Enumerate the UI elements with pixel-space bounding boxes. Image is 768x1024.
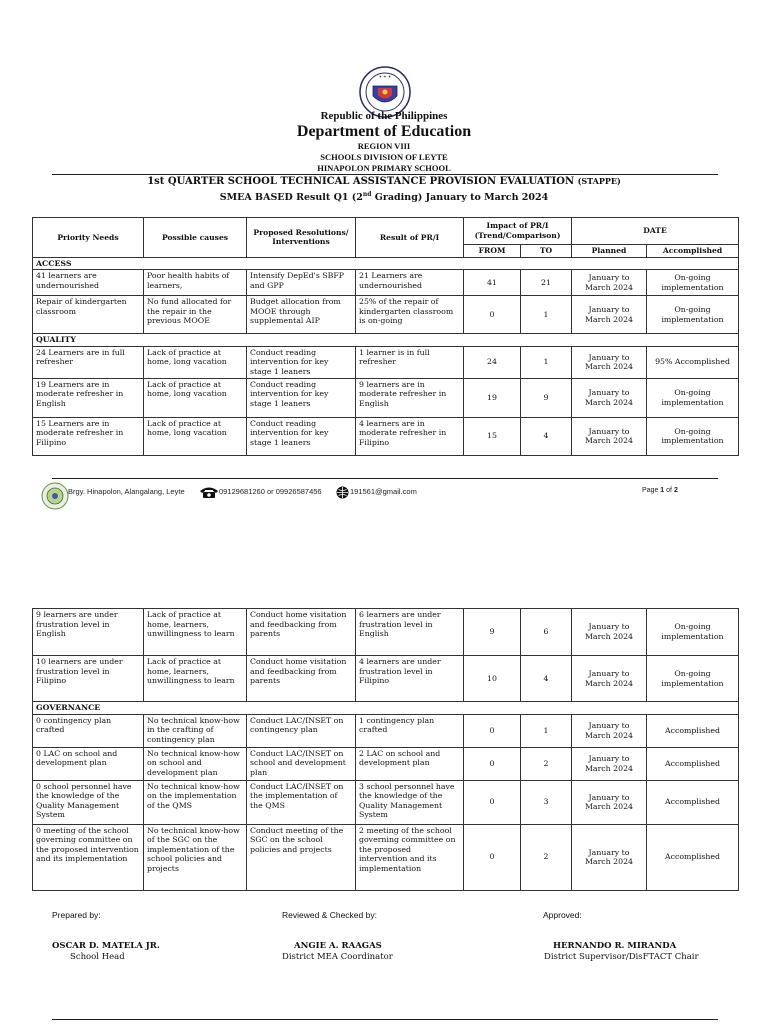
section-access: ACCESS [33, 257, 739, 270]
footer-email: 191561@gmail.com [350, 487, 417, 496]
cell-intervention: Conduct meeting of the SGC on the school policies and projects [247, 824, 356, 890]
cell-intervention: Conduct home visitation and feedbacking from parents [247, 609, 356, 656]
cell-need: 0 school personnel have the knowledge of the Quality Management System [33, 780, 144, 824]
page-prefix: Page [642, 487, 661, 494]
report-title-text: 1st QUARTER SCHOOL TECHNICAL ASSISTANCE PROVISION EVALUATION [147, 176, 575, 187]
cell-result: 3 school personnel have the knowledge of the Quality Management System [356, 780, 464, 824]
cell-planned: January to March 2024 [572, 270, 647, 296]
report-title-abbr: (STAPPE) [577, 176, 621, 186]
cell-intervention: Conduct home visitation and feedbacking from parents [247, 656, 356, 702]
cell-need: 0 contingency plan crafted [33, 714, 144, 747]
phone-icon [199, 486, 219, 499]
cell-from: 0 [464, 747, 521, 780]
cell-to: 2 [521, 747, 572, 780]
cell-from: 0 [464, 824, 521, 890]
report-title [0, 176, 768, 187]
table-row [33, 296, 739, 334]
subtitle-suffix: Grading) January to March 2024 [371, 192, 549, 204]
cell-accomplished: On-going implementation [647, 609, 739, 656]
cell-from: 0 [464, 714, 521, 747]
footer-phone: 09129681260 or 09926587456 [219, 487, 322, 496]
section-governance: GOVERNANCE [33, 702, 739, 715]
republic-label: Republic of the Philippines [320, 110, 448, 122]
school-logo-small [40, 482, 70, 510]
cell-cause: No fund allocated for the repair in the previous MOOE [144, 296, 247, 334]
table-row [33, 609, 739, 656]
cell-planned: January to March 2024 [572, 609, 647, 656]
email-icon [336, 486, 349, 499]
department-title: Department of Education [296, 123, 472, 140]
header-rule [52, 174, 718, 175]
cell-need: 0 LAC on school and development plan [33, 747, 144, 780]
approved-label: Approved: [543, 910, 582, 920]
cell-to: 1 [521, 296, 572, 334]
col-to: TO [521, 245, 572, 258]
cell-planned: January to March 2024 [572, 780, 647, 824]
cell-result: 9 learners are in moderate refresher in English [356, 378, 464, 417]
cell-to: 4 [521, 656, 572, 702]
cell-cause: No technical know-how on the implementation of the QMS [144, 780, 247, 824]
cell-from: 24 [464, 346, 521, 378]
cell-intervention: Conduct LAC/INSET on contingency plan [247, 714, 356, 747]
reviewed-by-name: ANGIE A. RAAGAS [294, 941, 382, 951]
svg-text:✦ ✦ ✦: ✦ ✦ ✦ [378, 74, 392, 79]
col-priority-needs: Priority Needs [33, 218, 144, 258]
cell-result: 21 Learners are undernourished [356, 270, 464, 296]
cell-planned: January to March 2024 [572, 417, 647, 455]
prepared-by-label: Prepared by: [52, 910, 101, 920]
cell-from: 10 [464, 656, 521, 702]
table-row [33, 346, 739, 378]
cell-planned: January to March 2024 [572, 346, 647, 378]
section-quality: QUALITY [33, 334, 739, 347]
cell-cause: Lack of practice at home, long vacation [144, 378, 247, 417]
cell-accomplished: 95% Accomplished [647, 346, 739, 378]
table-row [33, 780, 739, 824]
cell-to: 21 [521, 270, 572, 296]
cell-intervention: Conduct reading intervention for key stage 1 leaners [247, 417, 356, 455]
cell-to: 6 [521, 609, 572, 656]
footer-rule [52, 478, 718, 479]
col-result: Result of PR/I [356, 218, 464, 258]
col-proposed-resolutions: Proposed Resolutions/ Interventions [247, 218, 356, 258]
cell-to: 3 [521, 780, 572, 824]
approved-by-position: District Supervisor/DisFTACT Chair [544, 952, 699, 962]
cell-intervention: Conduct reading intervention for key stage 1 leaners [247, 346, 356, 378]
cell-need: 19 Learners are in moderate refresher in English [33, 378, 144, 417]
col-planned: Planned [572, 245, 647, 258]
table-row [33, 378, 739, 417]
table-row [33, 747, 739, 780]
cell-result: 25% of the repair of kindergarten classroom is on-going [356, 296, 464, 334]
footer-address: Brgy. Hinapolon, Alangalang, Leyte [68, 487, 185, 496]
cell-result: 2 meeting of the school governing committee on the proposed intervention and its implementation [356, 824, 464, 890]
cell-result: 4 learners are in moderate refresher in Filipino [356, 417, 464, 455]
cell-intervention: Conduct LAC/INSET on school and development plan [247, 747, 356, 780]
page-of: of [664, 487, 674, 494]
cell-cause: No technical know-how on school and development plan [144, 747, 247, 780]
table-row [33, 270, 739, 296]
cell-from: 9 [464, 609, 521, 656]
cell-cause: Poor health habits of learners, [144, 270, 247, 296]
cell-accomplished: Accomplished [647, 747, 739, 780]
col-date: DATE [572, 218, 739, 245]
cell-cause: Lack of practice at home, learners, unwillingness to learn [144, 609, 247, 656]
col-possible-causes: Possible causes [144, 218, 247, 258]
cell-cause: Lack of practice at home, long vacation [144, 346, 247, 378]
cell-to: 4 [521, 417, 572, 455]
subtitle-prefix: SMEA BASED Result Q1 (2 [219, 192, 363, 204]
cell-to: 1 [521, 346, 572, 378]
subtitle-sup: nd [362, 191, 372, 198]
table-row [33, 714, 739, 747]
col-from: FROM [464, 245, 521, 258]
cell-planned: January to March 2024 [572, 296, 647, 334]
cell-cause: No technical know-how in the crafting of contingency plan [144, 714, 247, 747]
cell-need: 41 learners are undernourished [33, 270, 144, 296]
cell-result: 1 contingency plan crafted [356, 714, 464, 747]
table-row [33, 417, 739, 455]
cell-result: 4 learners are under frustration level in Filipino [356, 656, 464, 702]
region-label: REGION VIII [357, 141, 411, 151]
reviewed-by-position: District MEA Coordinator [282, 952, 393, 962]
cell-need: 9 learners are under frustration level in English [33, 609, 144, 656]
table-row [33, 824, 739, 890]
cell-to: 2 [521, 824, 572, 890]
report-subtitle [0, 191, 768, 203]
table-row [33, 656, 739, 702]
cell-accomplished: Accomplished [647, 714, 739, 747]
cell-accomplished: On-going implementation [647, 417, 739, 455]
cell-cause: No technical know-how of the SGC on the implementation of the school policies and projects [144, 824, 247, 890]
cell-need: 0 meeting of the school governing committee on the proposed intervention and its implementation [33, 824, 144, 890]
cell-need: 24 Learners are in full refresher [33, 346, 144, 378]
page-total: 2 [673, 487, 678, 494]
cell-intervention: Budget allocation from MOOE through supplemental AIP [247, 296, 356, 334]
cell-cause: Lack of practice at home, learners, unwillingness to learn [144, 656, 247, 702]
cell-need: Repair of kindergarten classroom [33, 296, 144, 334]
reviewed-by-label: Reviewed & Checked by: [282, 910, 377, 920]
cell-intervention: Conduct LAC/INSET on the implementation of the QMS [247, 780, 356, 824]
cell-accomplished: On-going implementation [647, 296, 739, 334]
col-impact: Impact of PR/I (Trend/Comparison) [464, 218, 572, 245]
cell-result: 6 learners are under frustration level in English [356, 609, 464, 656]
cell-from: 19 [464, 378, 521, 417]
cell-planned: January to March 2024 [572, 824, 647, 890]
cell-planned: January to March 2024 [572, 747, 647, 780]
approved-by-name: HERNANDO R. MIRANDA [553, 941, 677, 951]
division-label: SCHOOLS DIVISION OF LEYTE [320, 152, 448, 162]
evaluation-table-page1 [32, 217, 739, 456]
cell-need: 10 learners are under frustration level in Filipino [33, 656, 144, 702]
cell-accomplished: On-going implementation [647, 270, 739, 296]
cell-intervention: Conduct reading intervention for key stage 1 leaners [247, 378, 356, 417]
cell-from: 0 [464, 296, 521, 334]
prepared-by-position: School Head [70, 952, 125, 962]
cell-from: 41 [464, 270, 521, 296]
cell-accomplished: Accomplished [647, 780, 739, 824]
school-label: HINAPOLON PRIMARY SCHOOL [317, 163, 451, 173]
cell-accomplished: On-going implementation [647, 378, 739, 417]
bottom-rule [52, 1019, 718, 1020]
page-number: 1 [660, 487, 665, 494]
cell-from: 15 [464, 417, 521, 455]
cell-result: 2 LAC on school and development plan [356, 747, 464, 780]
evaluation-table-page2 [32, 608, 739, 891]
cell-to: 1 [521, 714, 572, 747]
page-indicator [642, 487, 678, 494]
cell-planned: January to March 2024 [572, 656, 647, 702]
cell-accomplished: Accomplished [647, 824, 739, 890]
col-accomplished: Accomplished [647, 245, 739, 258]
cell-result: 1 learner is in full refresher [356, 346, 464, 378]
prepared-by-name: OSCAR D. MATELA JR. [52, 941, 160, 951]
cell-accomplished: On-going implementation [647, 656, 739, 702]
cell-planned: January to March 2024 [572, 378, 647, 417]
cell-intervention: Intensify DepEd's SBFP and GPP [247, 270, 356, 296]
cell-need: 15 Learners are in moderate refresher in Filipino [33, 417, 144, 455]
cell-to: 9 [521, 378, 572, 417]
cell-from: 0 [464, 780, 521, 824]
cell-cause: Lack of practice at home, long vacation [144, 417, 247, 455]
cell-planned: January to March 2024 [572, 714, 647, 747]
